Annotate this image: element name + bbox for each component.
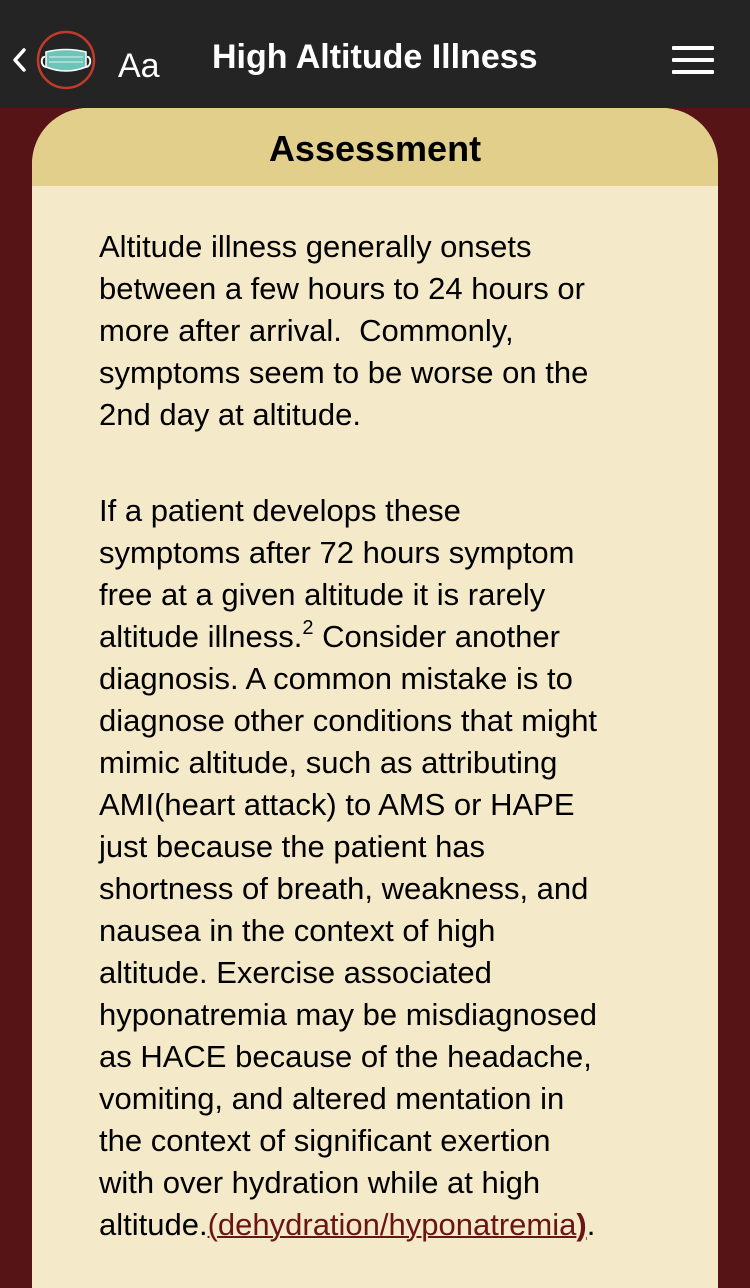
text-line: Altitude illness generally onsets [99,229,532,264]
font-size-button[interactable]: Aa [118,47,160,85]
dehydration-hyponatremia-link[interactable]: (dehydration/hyponatremia [207,1207,577,1242]
text-line: symptoms after 72 hours symptom [99,535,575,570]
text-fragment: . [586,1207,596,1242]
text-line: If a patient develops these [99,493,461,528]
text-fragment: altitude illness. [99,619,303,654]
text-line: between a few hours to 24 hours or [99,271,585,306]
text-line: shortness of breath, weakness, and [99,871,589,906]
text-line: diagnose other conditions that might [99,703,598,738]
text-line: 2nd day at altitude. [99,397,361,432]
text-line [99,1204,669,1246]
content-card [32,108,718,1288]
text-line: free at a given altitude it is rarely [99,577,546,612]
text-line: the context of significant exertion [99,1123,551,1158]
paragraph-onset [99,226,669,436]
text-line: AMI(heart attack) to AMS or HAPE [99,787,575,822]
text-line: vomiting, and altered mentation in [99,1081,565,1116]
face-mask-icon[interactable] [36,30,96,90]
text-fragment: Consider another [313,619,560,654]
text-line: with over hydration while at high [99,1165,541,1200]
top-bar [0,0,750,108]
section-title: Assessment [268,128,482,169]
text-line: more after arrival. Commonly, [99,313,514,348]
reference-superscript[interactable]: 2 [302,617,314,639]
text-line: nausea in the context of high [99,913,496,948]
section-header [32,108,718,186]
text-line: hyponatremia may be misdiagnosed [99,997,597,1032]
text-line: just because the patient has [99,829,486,864]
hamburger-menu-icon[interactable] [670,44,718,78]
text-line [99,616,669,658]
text-fragment: altitude. [99,1207,208,1242]
text-line: mimic altitude, such as attributing [99,745,558,780]
chevron-left-icon[interactable] [8,40,30,80]
text-line: symptoms seem to be worse on the [99,355,589,390]
app-title: High Altitude Illness [212,38,538,76]
link-closing-paren[interactable]: ) [576,1207,587,1242]
text-line: as HACE because of the headache, [99,1039,592,1074]
text-line: altitude. Exercise associated [99,955,492,990]
paragraph-differential [99,490,669,1246]
text-line: diagnosis. A common mistake is to [99,661,573,696]
